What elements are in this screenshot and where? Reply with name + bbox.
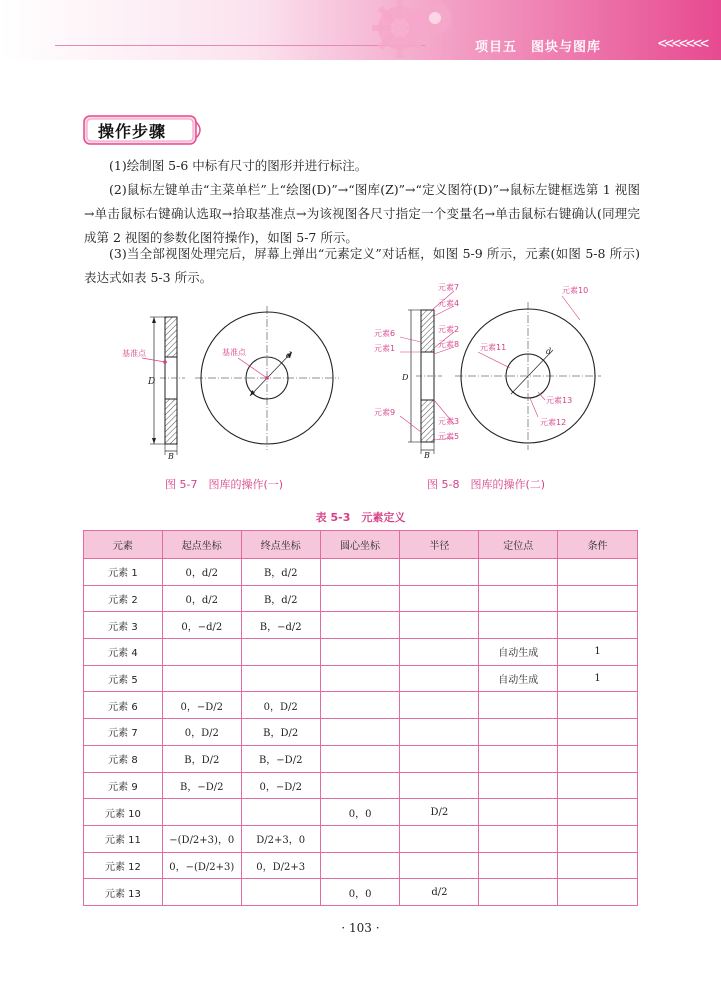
fig1-dim-D: D (148, 377, 156, 387)
table-cell: −(D/2+3)，0 (162, 825, 241, 852)
table-cell: 0，−D/2 (162, 692, 241, 719)
table-cell (162, 665, 241, 692)
table-cell (558, 719, 638, 746)
table-cell: 元素 10 (84, 799, 163, 826)
gear-decoration-icon (330, 0, 480, 60)
table-cell (558, 585, 638, 612)
table-cell (479, 772, 558, 799)
table-header-cell: 元素 (84, 531, 163, 559)
table-cell: 0，0 (320, 799, 400, 826)
table-cell (400, 692, 479, 719)
table-cell: 元素 7 (84, 719, 163, 746)
table-cell (400, 852, 479, 879)
table-cell (400, 585, 479, 612)
page-number: · 103 · (341, 921, 380, 935)
table-row (84, 559, 638, 586)
table-cell: B，−D/2 (162, 772, 241, 799)
table-cell (479, 612, 558, 639)
table-cell (558, 745, 638, 772)
table-cell: 0，−(D/2+3) (162, 852, 241, 879)
table-cell: 元素 8 (84, 745, 163, 772)
table-cell (558, 825, 638, 852)
page-header (0, 0, 721, 60)
table-cell: 自动生成 (479, 665, 558, 692)
table-header-cell: 条件 (558, 531, 638, 559)
section-heading (82, 112, 206, 148)
table-cell (400, 825, 479, 852)
element-definition-table (83, 530, 638, 906)
table-cell (558, 879, 638, 906)
fig2-label-e7: 元素7 (438, 283, 460, 292)
fig2-label-e2: 元素2 (438, 325, 460, 334)
table-row (84, 639, 638, 666)
fig2-label-e4: 元素4 (438, 299, 460, 308)
fig1-base-point-left: 基准点 (122, 349, 146, 358)
table-cell (162, 879, 241, 906)
table-cell (479, 799, 558, 826)
table-cell (320, 559, 400, 586)
figure-5-8-caption: 图 5-8 图库的操作(二) (427, 478, 546, 491)
table-cell (479, 585, 558, 612)
table-cell (558, 559, 638, 586)
table-cell (320, 719, 400, 746)
fig1-base-point-right: 基准点 (222, 348, 246, 357)
table-row (84, 879, 638, 906)
table-cell (320, 825, 400, 852)
table-cell: 0，−D/2 (241, 772, 320, 799)
table-cell: 元素 9 (84, 772, 163, 799)
fig2-label-e10: 元素10 (562, 286, 589, 295)
table-cell: d/2 (400, 879, 479, 906)
table-cell (320, 665, 400, 692)
table-cell: B，d/2 (241, 559, 320, 586)
table-cell (162, 799, 241, 826)
table-cell: 0，d/2 (162, 585, 241, 612)
table-row (84, 852, 638, 879)
table-cell: 0，d/2 (162, 559, 241, 586)
table-cell (479, 852, 558, 879)
table-header-row (84, 531, 638, 559)
table-cell: 元素 11 (84, 825, 163, 852)
table-cell (241, 639, 320, 666)
figure-5-7-caption: 图 5-7 图库的操作(一) (165, 478, 284, 491)
fig1-dim-B: B (168, 452, 174, 461)
fig2-label-e5: 元素5 (438, 432, 460, 441)
table-cell (400, 559, 479, 586)
table-cell (400, 612, 479, 639)
table-row (84, 612, 638, 639)
table-row (84, 772, 638, 799)
table-cell (400, 772, 479, 799)
fig2-label-e11: 元素11 (480, 343, 507, 352)
table-row (84, 692, 638, 719)
table-cell (320, 692, 400, 719)
table-title: 表 5-3 元素定义 (315, 511, 406, 524)
table-cell (320, 852, 400, 879)
table-cell (241, 799, 320, 826)
table-row (84, 799, 638, 826)
table-cell: 元素 4 (84, 639, 163, 666)
fig2-label-e13: 元素13 (546, 396, 573, 405)
table-cell (400, 665, 479, 692)
table-cell (558, 852, 638, 879)
fig2-dim-d: d (546, 347, 552, 356)
table-cell (400, 639, 479, 666)
table-cell: B，D/2 (162, 745, 241, 772)
figure-5-8-drawing (370, 282, 620, 464)
table-cell (400, 719, 479, 746)
table-cell (558, 692, 638, 719)
table-cell: 1 (558, 665, 638, 692)
table-cell (479, 692, 558, 719)
header-arrows-icon: <<<<<<< (657, 34, 707, 52)
table-cell: 0，D/2+3 (241, 852, 320, 879)
table-row (84, 665, 638, 692)
paragraph-step-1: (1)绘制图 5-6 中标有尺寸的图形并进行标注。 (109, 158, 368, 173)
fig2-label-e9: 元素9 (374, 408, 396, 417)
table-cell (162, 639, 241, 666)
table-cell: B，d/2 (241, 585, 320, 612)
table-cell (558, 799, 638, 826)
figure-5-7-drawing (110, 300, 345, 465)
table-cell: 1 (558, 639, 638, 666)
table-cell: B，−d/2 (241, 612, 320, 639)
table-cell (479, 879, 558, 906)
table-cell: 0，D/2 (162, 719, 241, 746)
table-cell: B，−D/2 (241, 745, 320, 772)
table-row (84, 585, 638, 612)
table-cell: 元素 2 (84, 585, 163, 612)
table-cell (558, 612, 638, 639)
table-cell (320, 612, 400, 639)
fig2-label-e3: 元素3 (438, 417, 460, 426)
table-cell (558, 772, 638, 799)
table-cell: 元素 3 (84, 612, 163, 639)
fig2-label-e12: 元素12 (540, 418, 567, 427)
fig2-dim-B: B (424, 451, 430, 460)
table-cell (400, 745, 479, 772)
table-cell (479, 559, 558, 586)
table-header-cell: 定位点 (479, 531, 558, 559)
table-cell: 0，D/2 (241, 692, 320, 719)
table-cell: 元素 6 (84, 692, 163, 719)
table-cell (479, 825, 558, 852)
table-cell (320, 639, 400, 666)
table-cell: 0，−d/2 (162, 612, 241, 639)
table-cell: 元素 1 (84, 559, 163, 586)
fig2-label-e6: 元素6 (374, 329, 396, 338)
table-cell (241, 665, 320, 692)
table-cell: B，D/2 (241, 719, 320, 746)
table-cell (241, 879, 320, 906)
table-cell (320, 585, 400, 612)
table-cell: 元素 13 (84, 879, 163, 906)
table-cell: 0，0 (320, 879, 400, 906)
table-header-cell: 终点坐标 (241, 531, 320, 559)
table-cell: D/2 (400, 799, 479, 826)
table-header-cell: 半径 (400, 531, 479, 559)
table-cell: 元素 12 (84, 852, 163, 879)
table-header-cell: 圆心坐标 (320, 531, 400, 559)
table-cell (479, 745, 558, 772)
section-heading-label: 操作步骤 (98, 122, 167, 141)
table-cell (320, 772, 400, 799)
paragraph-step-2: (2)鼠标左键单击“主菜单栏”上“绘图(D)”→“图库(Z)”→“定义图符(D)”→鼠标左键框选第 1 视图→单击鼠标右键确认选取→拾取基准点→为该视图各尺寸指定一个变量名→单击鼠标右键确认(同理完成第 2 视图的参数化图符操作)，如图 5-7 所示。 (84, 182, 641, 245)
table-row (84, 745, 638, 772)
table-row (84, 825, 638, 852)
table-cell: D/2+3，0 (241, 825, 320, 852)
chapter-title: 项目五 图块与图库 (474, 40, 601, 55)
table-row (84, 719, 638, 746)
fig1-dim-d: d (286, 351, 292, 360)
fig2-label-e1: 元素1 (374, 344, 396, 353)
paragraph-step-3: (3)当全部视图处理完后，屏幕上弹出“元素定义”对话框，如图 5-9 所示，元素(如图 5-8 所示)表达式如表 5-3 所示。 (84, 246, 640, 285)
table-cell (320, 745, 400, 772)
table-cell: 自动生成 (479, 639, 558, 666)
table-header-cell: 起点坐标 (162, 531, 241, 559)
fig2-dim-D: D (402, 373, 409, 382)
fig2-label-e8: 元素8 (438, 340, 460, 349)
table-cell: 元素 5 (84, 665, 163, 692)
table-cell (479, 719, 558, 746)
